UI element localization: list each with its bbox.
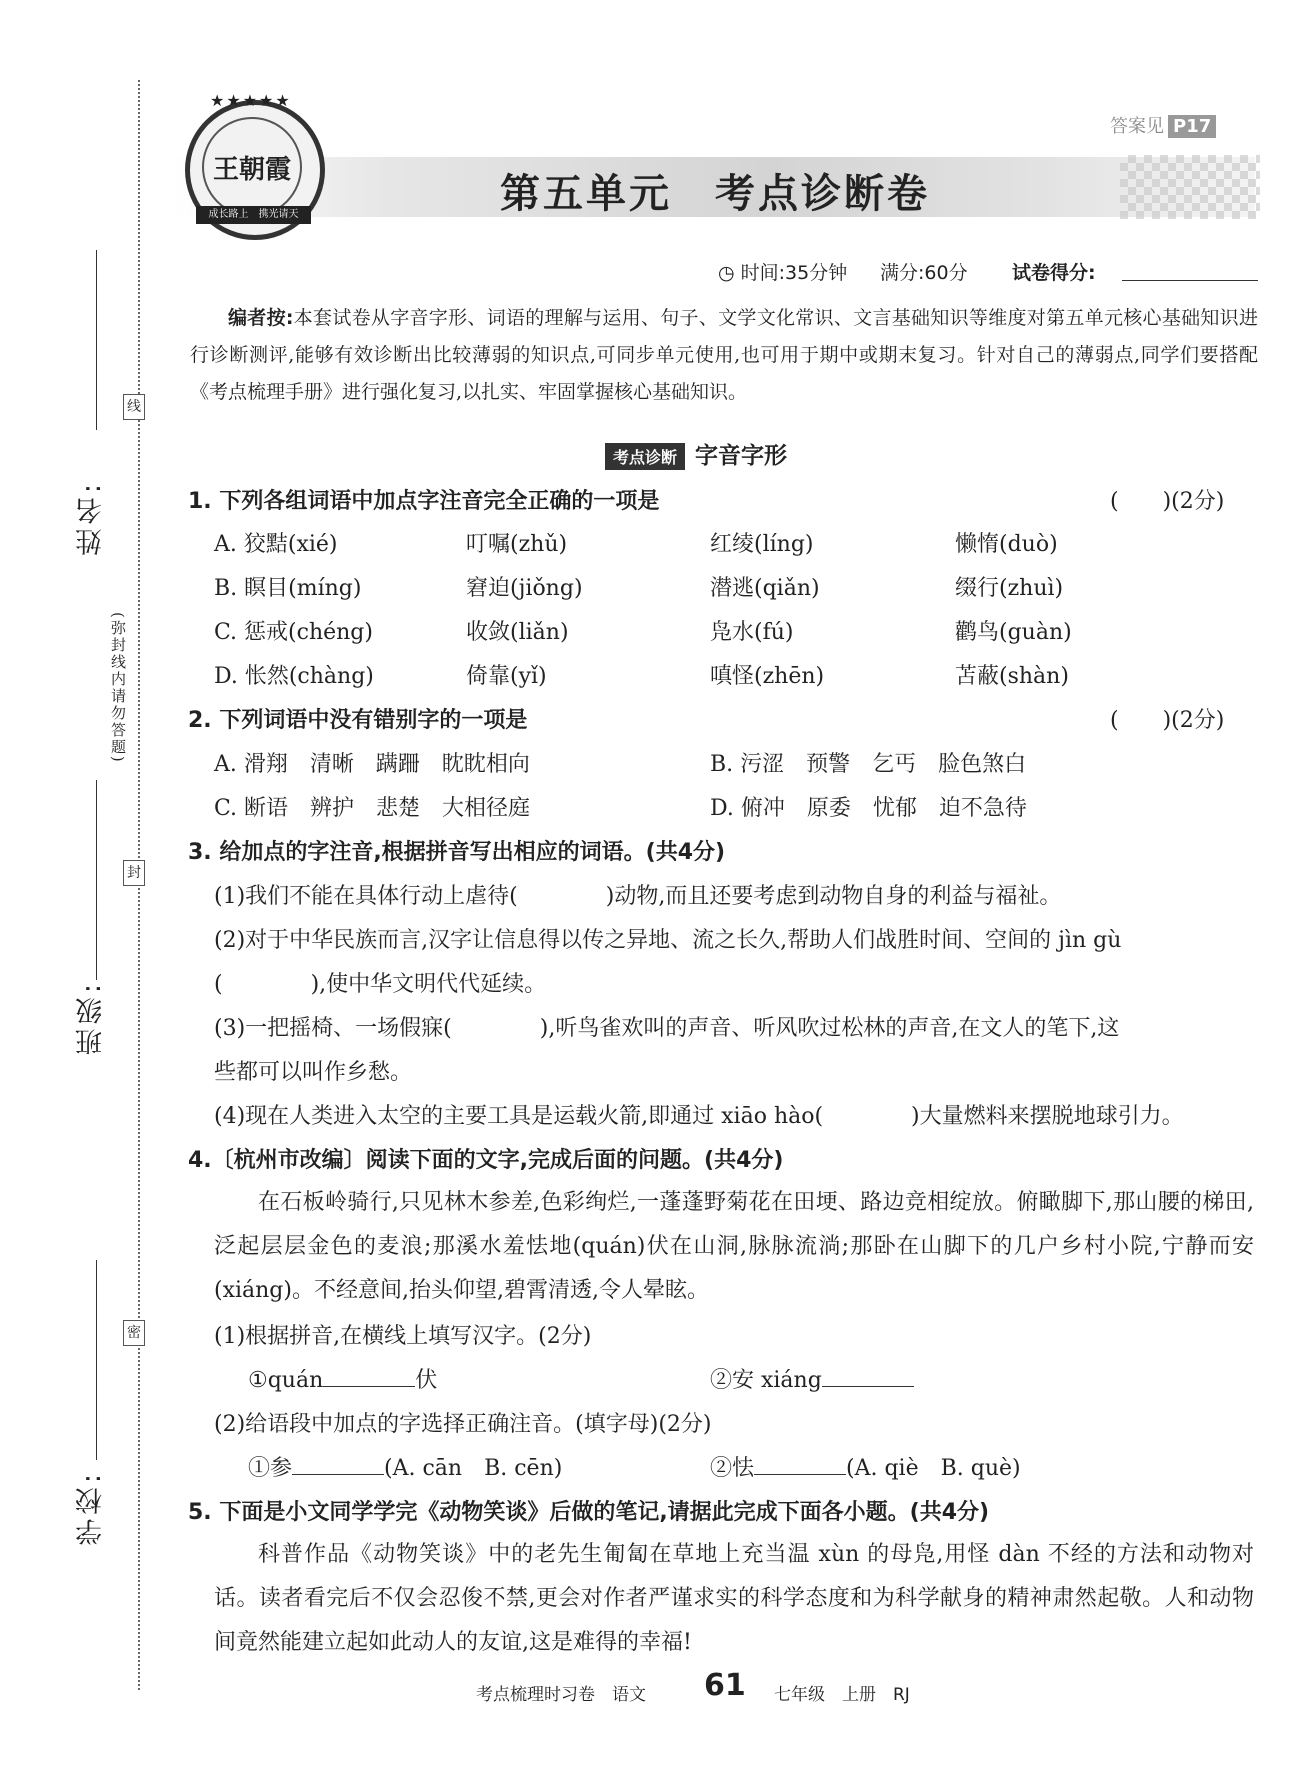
q4-part2: (2)给语段中加点的字选择正确注音。(填字母)(2分) (214, 1412, 712, 1437)
q3-sub2b: ( ),使中华文明代代延续。 (214, 972, 547, 997)
logo-motto-right: 携光请天 (258, 209, 299, 220)
q4-part1-a-suffix: 伏 (415, 1368, 438, 1393)
footer-right: 七年级 上册 RJ (774, 1685, 910, 1705)
q4-part1: (1)根据拼音,在横线上填写汉字。(2分) (214, 1324, 592, 1349)
q4-part2-a-label: ①参 (248, 1456, 293, 1481)
meta-score-label: 试卷得分: (1012, 262, 1096, 284)
q1-c2: 收敛(liǎn) (466, 620, 569, 645)
q1-b4: 缀行(zhuì) (955, 576, 1064, 601)
logo-motto-left: 成长路上 (208, 209, 249, 220)
seal-marker: 封 (123, 860, 145, 886)
q3-sub3a: (3)一把摇椅、一场假寐( ),听鸟雀欢叫的声音、听风吹过松林的声音,在文人的笔下,这 (214, 1016, 1120, 1041)
q1-a2: 叮嘱(zhǔ) (466, 532, 568, 557)
answer-ref-label: 答案见 (1110, 116, 1164, 137)
school-underline (96, 1260, 97, 1460)
q4-part1-b (710, 1363, 914, 1394)
q4-part2-a (248, 1451, 562, 1482)
q1-b1: B. 瞑目(míng) (214, 576, 362, 601)
q3-sub1: (1)我们不能在具体行动上虐待( )动物,而且还要考虑到动物自身的利益与福祉。 (214, 884, 1062, 909)
meta-full-score: 满分:60分 (880, 262, 968, 284)
meta-time (718, 258, 847, 285)
section-heading (605, 437, 787, 470)
q1-a4: 懒惰(duò) (955, 532, 1058, 557)
answer-ref-page: P17 (1168, 115, 1216, 138)
q4-part1-a-blank[interactable] (323, 1366, 415, 1387)
star-icons: ★★★★★ (210, 91, 292, 110)
q4-part1-a (248, 1363, 437, 1394)
q3-stem: 3. 给加点的字注音,根据拼音写出相应的词语。(共4分) (188, 840, 726, 865)
q3-sub3b: 些都可以叫作乡愁。 (214, 1060, 413, 1085)
q2-option-b: B. 污涩 预警 乞丐 脸色煞白 (710, 752, 1027, 777)
q4-part1-b-label: ②安 xiáng (710, 1368, 822, 1393)
q4-part2-b-label: ②怯 (710, 1456, 755, 1481)
q4-part2-a-blank[interactable] (292, 1454, 384, 1475)
q1-b3: 潜逃(qiǎn) (710, 576, 820, 601)
class-label: 班级: (76, 980, 107, 1056)
q1-a1: A. 狡黠(xié) (214, 532, 338, 557)
school-label: 学校: (76, 1470, 107, 1546)
q3-sub2a: (2)对于中华民族而言,汉字让信息得以传之异地、流之长久,帮助人们战胜时间、空间的 jìn gù (214, 928, 1122, 953)
editor-note-label: 编者按: (228, 307, 294, 329)
page-number: 61 (704, 1668, 746, 1703)
q4-part2-b-options: (A. qiè B. què) (846, 1456, 1021, 1481)
logo-ribbon (196, 206, 311, 224)
time-value: 时间:35分钟 (740, 262, 848, 284)
q4-passage: 在石板岭骑行,只见林木参差,色彩绚烂,一蓬蓬野菊花在田埂、路边竞相绽放。俯瞰脚下,那山腰的梯田,泛起层层金色的麦浪;那溪水羞怯地(quán)伏在山洞,脉脉流淌;那卧在山脚下的几户乡村小院,宁静而安(xiáng)。不经意间,抬头仰望,碧霄清透,令人晕眩。 (214, 1190, 1254, 1303)
name-underline (96, 250, 97, 430)
q1-d2: 倚靠(yǐ) (466, 664, 547, 689)
q1-c3: 凫水(fú) (710, 620, 794, 645)
q1-d3: 嗔怪(zhēn) (710, 664, 825, 689)
page-title: 第五单元 考点诊断卷 (500, 171, 930, 217)
q1-c4: 鹳鸟(guàn) (955, 620, 1072, 645)
seal-note: (弥封线内请勿答题) (109, 612, 127, 764)
checker-decoration (1120, 155, 1260, 219)
q3-sub4: (4)现在人类进入太空的主要工具是运载火箭,即通过 xiāo hào( )大量燃料来摆脱地球引力。 (214, 1104, 1184, 1129)
line-marker: 线 (123, 394, 145, 420)
q4-stem: 4.〔杭州市改编〕阅读下面的文字,完成后面的问题。(共4分) (188, 1148, 784, 1173)
score-blank[interactable] (1122, 280, 1258, 281)
q1-c1: C. 惩戒(chéng) (214, 620, 373, 645)
q1-mark: ( )(2分) (1110, 489, 1225, 514)
section-title: 字音字形 (695, 443, 788, 469)
answer-reference (1110, 112, 1216, 138)
q2-stem: 2. 下列词语中没有错别字的一项是 (188, 708, 528, 733)
q2-option-d: D. 俯冲 原委 忧郁 迫不急待 (710, 796, 1027, 821)
q2-mark: ( )(2分) (1110, 708, 1225, 733)
secret-marker: 密 (123, 1320, 145, 1346)
q1-d1: D. 怅然(chàng) (214, 664, 374, 689)
q1-d4: 苫蔽(shàn) (955, 664, 1069, 689)
section-tag: 考点诊断 (605, 443, 685, 470)
q1-b2: 窘迫(jiǒng) (466, 576, 583, 601)
editor-note (190, 300, 1258, 411)
q1-stem: 1. 下列各组词语中加点字注音完全正确的一项是 (188, 489, 660, 514)
class-underline (96, 780, 97, 980)
q2-option-a: A. 滑翔 清晰 蹒跚 眈眈相向 (214, 752, 530, 777)
name-label: 姓名: (76, 480, 107, 556)
footer-left: 考点梳理时习卷 语文 (476, 1685, 646, 1705)
editor-note-text: 本套试卷从字音字形、词语的理解与运用、句子、文学文化常识、文言基础知识等维度对第五单元核心基础知识进行诊断测评,能够有效诊断出比较薄弱的知识点,可同步单元使用,也可用于期中或期末复习。针对自己的薄弱点,同学们要搭配《考点梳理手册》进行强化复习,以扎实、牢固掌握核心基础知识。 (190, 307, 1258, 403)
q5-passage: 科普作品《动物笑谈》中的老先生匍匐在草地上充当温 xùn 的母凫,用怪 dàn 不经的方法和动物对话。读者看完后不仅会忍俊不禁,更会对作者严谨求实的科学态度和为科学献身的精神肃然起敬。人和动物间竟然能建立起如此动人的友谊,这是难得的幸福! (214, 1542, 1254, 1655)
q5-stem: 5. 下面是小文同学学完《动物笑谈》后做的笔记,请据此完成下面各小题。(共4分) (188, 1500, 990, 1525)
q1-a3: 红绫(líng) (710, 532, 814, 557)
q4-part2-b (710, 1451, 1021, 1482)
q4-part2-a-options: (A. cān B. cēn) (384, 1456, 563, 1481)
q4-part1-a-label: ①quán (248, 1368, 324, 1393)
q4-part1-b-blank[interactable] (822, 1366, 914, 1387)
logo-name: 王朝霞 (202, 117, 302, 217)
q4-part2-b-blank[interactable] (754, 1454, 846, 1475)
q2-option-c: C. 断语 辨护 悲楚 大相径庭 (214, 796, 531, 821)
clock-icon: ◷ (718, 262, 735, 284)
